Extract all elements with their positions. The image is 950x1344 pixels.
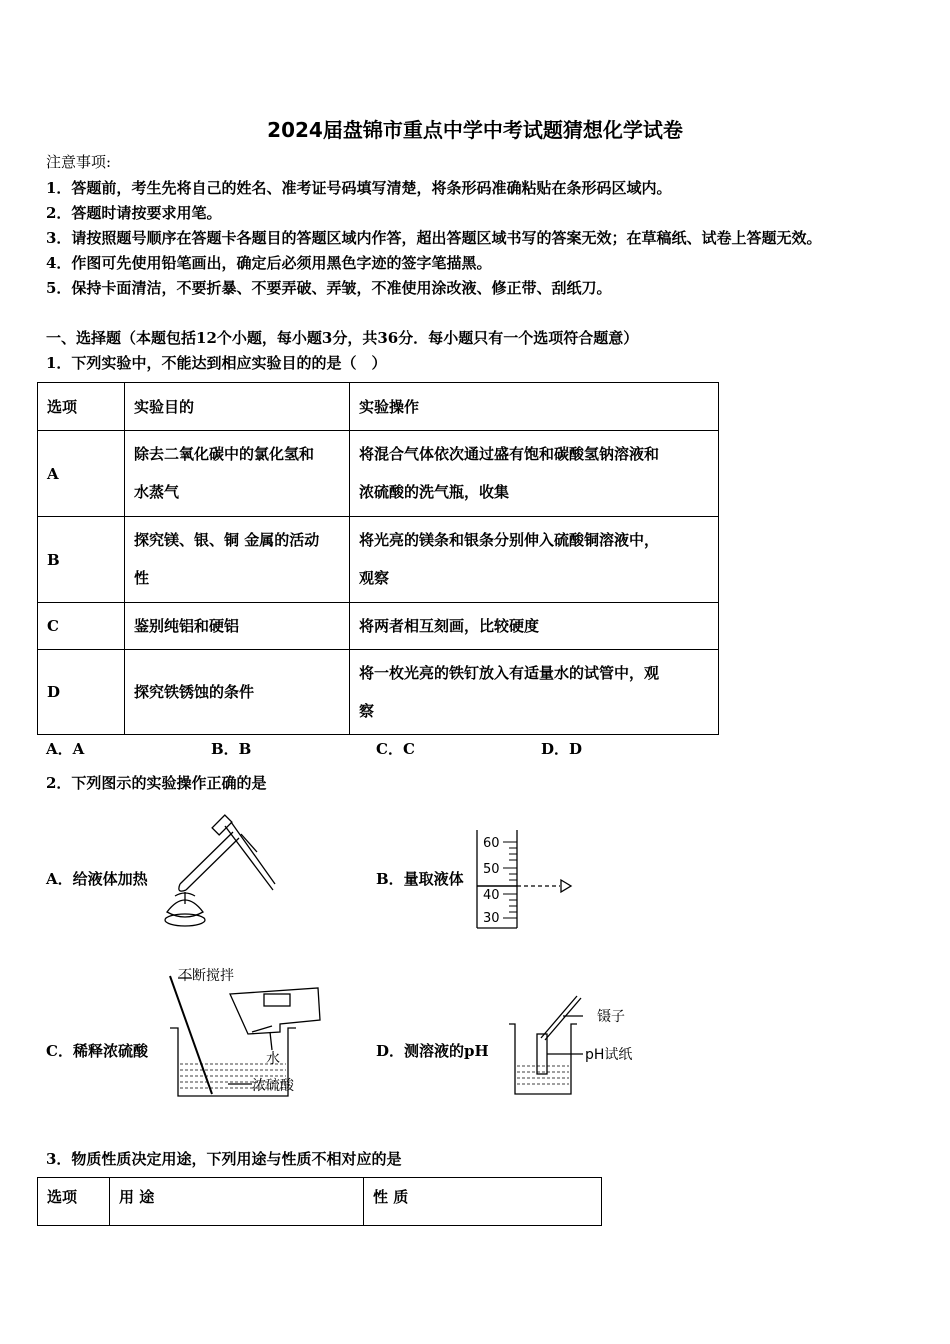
dilute-acid-figure (160, 966, 330, 1101)
row-option: B (38, 517, 125, 603)
stir-label: 不断搅拌 (178, 968, 234, 984)
q3-table (37, 1177, 602, 1226)
q1-table (37, 382, 719, 735)
table-header: 用 途 (110, 1178, 364, 1226)
row-operation: 观察 (359, 569, 390, 587)
q2-option-b[interactable]: B．量取液体 (376, 870, 464, 888)
row-operation: 将混合气体依次通过盛有饱和碳酸氢钠溶液和 (359, 445, 660, 463)
row-option: A (38, 431, 125, 517)
tick-label: 30 (483, 911, 500, 926)
row-option: D (38, 650, 125, 735)
q2-stem: 2．下列图示的实验操作正确的是 (46, 774, 267, 792)
tick-label: 40 (483, 888, 500, 903)
row-operation: 将一枚光亮的铁钉放入有适量水的试管中，观 (359, 664, 660, 682)
tweezers-label: 镊子 (597, 1009, 625, 1025)
q2-option-d[interactable]: D．测溶液的pH (376, 1042, 489, 1060)
ph-figure (505, 992, 645, 1102)
notice-item: 5．保持卡面清洁，不要折暴、不要弄破、弄皱，不准使用涂改液、修正带、刮纸刀。 (46, 279, 612, 297)
q1-stem: 1．下列实验中，不能达到相应实验目的的是（ ） (46, 354, 387, 372)
notice-item: 3．请按照题号顺序在答题卡各题目的答题区域内作答，超出答题区域书写的答案无效；在草稿纸、试卷上答题无效。 (46, 229, 822, 247)
section-heading: 一、选择题（本题包括12个小题，每小题3分，共36分．每小题只有一个选项符合题意） (46, 329, 639, 347)
tick-label: 50 (483, 862, 500, 877)
tick-label: 60 (483, 836, 500, 851)
table-row (38, 603, 719, 650)
water-label: 水 (266, 1051, 280, 1067)
choice-c[interactable]: C．C (376, 740, 415, 758)
page-title: 2024届盘锦市重点中学中考试题猜想化学试卷 (267, 118, 683, 142)
row-purpose: 探究镁、银、铜 金属的活动 (134, 531, 320, 549)
table-header: 实验操作 (350, 383, 719, 431)
row-option: C (38, 603, 125, 650)
acid-label: 浓硫酸 (252, 1078, 294, 1094)
notice-heading: 注意事项: (46, 153, 112, 171)
row-purpose: 探究铁锈蚀的条件 (125, 650, 350, 735)
choice-a[interactable]: A．A (46, 740, 85, 758)
cylinder-figure (475, 828, 585, 933)
table-header: 实验目的 (125, 383, 350, 431)
choice-b[interactable]: B．B (211, 740, 252, 758)
table-header: 选项 (38, 1178, 110, 1226)
row-operation: 将两者相互刻画，比较硬度 (350, 603, 719, 650)
row-purpose: 鉴别纯铝和硬铝 (125, 603, 350, 650)
row-operation: 察 (359, 702, 375, 720)
choice-d[interactable]: D．D (541, 740, 583, 758)
notice-item: 1．答题前，考生先将自己的姓名、准考证号码填写清楚，将条形码准确粘贴在条形码区域内。 (46, 179, 672, 197)
heating-liquid-figure (155, 812, 280, 932)
q2-option-c[interactable]: C．稀释浓硫酸 (46, 1042, 148, 1060)
row-purpose: 性 (134, 569, 150, 587)
q2-option-a[interactable]: A．给液体加热 (46, 870, 148, 888)
row-purpose: 除去二氧化碳中的氯化氢和 (134, 445, 315, 463)
table-header: 性 质 (364, 1178, 602, 1226)
notice-item: 2．答题时请按要求用笔。 (46, 204, 222, 222)
row-operation: 浓硫酸的洗气瓶，收集 (359, 483, 510, 501)
table-row (38, 431, 719, 517)
table-row (38, 650, 719, 735)
row-operation: 将光亮的镁条和银条分别伸入硫酸铜溶液中， (359, 531, 660, 549)
ph-paper-label: pH试纸 (585, 1047, 633, 1063)
notice-item: 4．作图可先使用铅笔画出，确定后必须用黑色字迹的签字笔描黑。 (46, 254, 492, 272)
table-row (38, 517, 719, 603)
row-purpose: 水蒸气 (134, 483, 180, 501)
table-header: 选项 (38, 383, 125, 431)
q3-stem: 3．物质性质决定用途，下列用途与性质不相对应的是 (46, 1150, 402, 1168)
